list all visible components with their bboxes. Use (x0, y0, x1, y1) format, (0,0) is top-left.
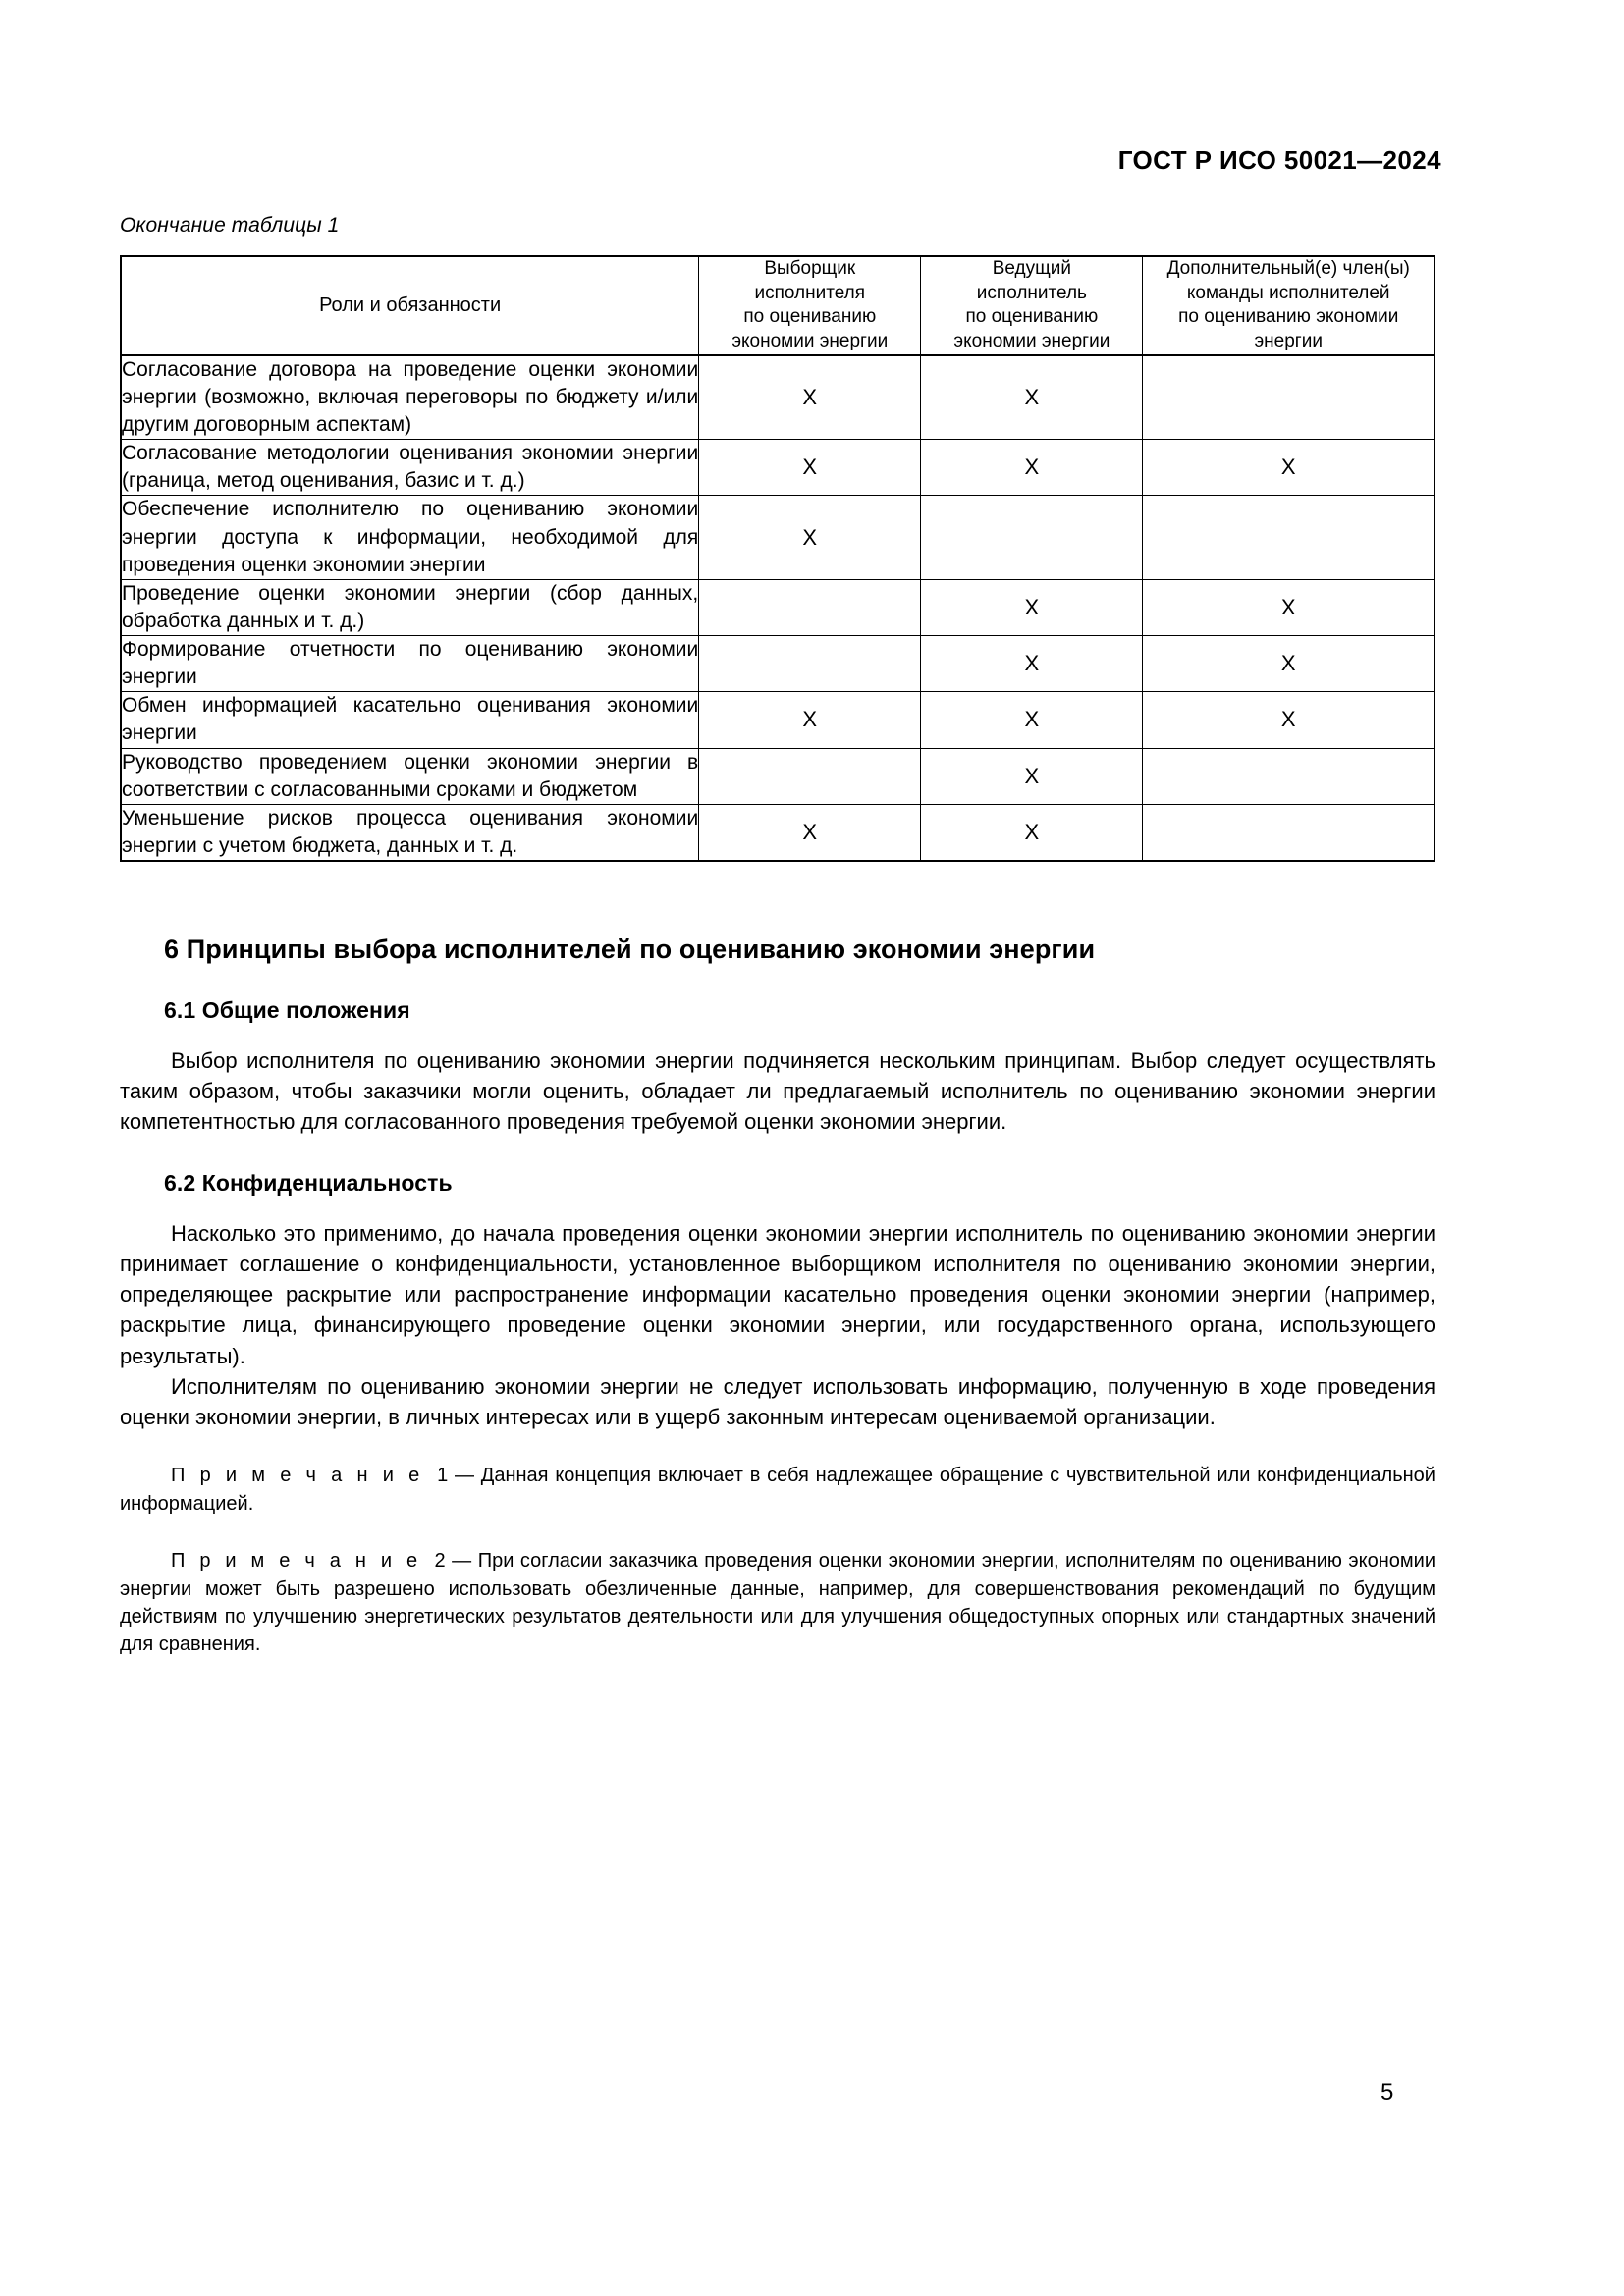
mark-lead: X (921, 579, 1143, 635)
mark-lead: X (921, 692, 1143, 748)
column-header-lead-line-3: по оцениванию (965, 306, 1099, 328)
note-2-text: — При согласии заказчика проведения оценки экономии энергии, исполнителям по оцениванию экономии энергии может быть разрешено использовать обезличенные данные, например, для совершенствования рекомендаций по будущим действиям по улучшению энергетических результатов деятельности или для улучшения общедоступных опорных или стандартных значений для сравнения. (120, 1550, 1435, 1656)
mark-extra (1143, 355, 1435, 440)
mark-extra (1143, 496, 1435, 579)
table-header (121, 256, 1435, 355)
subsection-heading-6-2: 6.2 Конфиденциальность (164, 1169, 453, 1196)
role-description: Формирование отчетности по оцениванию экономии энергии (121, 636, 699, 692)
role-description: Обеспечение исполнителю по оцениванию экономии энергии доступа к информации, необходимой для проведения оценки экономии энергии (121, 496, 699, 579)
mark-lead: X (921, 804, 1143, 861)
role-description: Проведение оценки экономии энергии (сбор данных, обработка данных и т. д.) (121, 579, 699, 635)
mark-selector: X (699, 355, 921, 440)
note-2-number: 2 (434, 1550, 446, 1573)
column-header-selector-line-2: исполнителя (754, 282, 866, 303)
paragraph-6-1: Выбор исполнителя по оцениванию экономии энергии подчиняется нескольким принципам. Выбор следует осуществлять таким образом, чтобы заказчики могли оценить, обладает ли предлагаемый исполнитель по оцениванию экономии энергии компетентностью для согласованного проведения требуемой оценки экономии энергии. (120, 1048, 1435, 1135)
mark-lead: X (921, 636, 1143, 692)
section-heading-6: 6 Принципы выбора исполнителей по оцениванию экономии энергии (164, 934, 1096, 964)
column-header-extra-line-4: энергии (1254, 331, 1323, 352)
table-row (121, 692, 1435, 748)
paragraph-6-2-1: Насколько это применимо, до начала проведения оценки экономии энергии исполнитель по оцениванию экономии энергии принимает соглашение о конфиденциальности, установленное выборщиком исполнителя по оцениванию экономии энергии, определяющее раскрытие или распространение информации касательно проведения оценки экономии энергии (например, раскрытие лица, финансирующего проведение оценки экономии энергии, или государственного органа, использующего результаты). (120, 1220, 1435, 1368)
mark-lead (921, 496, 1143, 579)
mark-selector: X (699, 692, 921, 748)
mark-extra (1143, 748, 1435, 804)
note-1-label: П р и м е ч а н и е (171, 1465, 424, 1487)
role-description: Согласование договора на проведение оценки экономии энергии (возможно, включая переговоры по бюджету и/или другим договорным аспектам) (121, 355, 699, 440)
role-description: Обмен информацией касательно оценивания экономии энергии (121, 692, 699, 748)
mark-extra: X (1143, 636, 1435, 692)
page-content (120, 214, 1435, 1659)
table-row (121, 804, 1435, 861)
mark-lead: X (921, 748, 1143, 804)
mark-lead: X (921, 355, 1143, 440)
table-body (121, 355, 1435, 861)
mark-selector (699, 579, 921, 635)
mark-selector (699, 748, 921, 804)
mark-selector: X (699, 440, 921, 496)
mark-selector: X (699, 804, 921, 861)
table-row (121, 636, 1435, 692)
column-header-lead-line-2: исполнитель (976, 282, 1087, 303)
mark-extra (1143, 804, 1435, 861)
column-header-extra-line-1: Дополнительный(е) член(ы) (1166, 258, 1410, 279)
column-header-extra-members (1143, 256, 1435, 355)
mark-selector (699, 636, 921, 692)
subsection-heading-6-1: 6.1 Общие положения (164, 997, 410, 1023)
table-header-row (121, 256, 1435, 355)
mark-selector: X (699, 496, 921, 579)
table-row (121, 355, 1435, 440)
mark-extra: X (1143, 440, 1435, 496)
table-row (121, 440, 1435, 496)
column-header-selector-line-4: экономии энергии (731, 331, 889, 352)
page-number: 5 (1380, 2079, 1394, 2106)
table-row (121, 579, 1435, 635)
note-2-label: П р и м е ч а н и е (171, 1550, 422, 1573)
roles-and-responsibilities-table (120, 255, 1435, 862)
note-1-text: — Данная концепция включает в себя надлежащее обращение с чувствительной или конфиденциальной информацией. (120, 1465, 1435, 1515)
note-2 (120, 1547, 1435, 1659)
column-header-lead-line-4: экономии энергии (953, 331, 1110, 352)
column-header-selector (699, 256, 921, 355)
mark-extra: X (1143, 579, 1435, 635)
column-header-selector-line-3: по оцениванию (743, 306, 877, 328)
table-row (121, 496, 1435, 579)
table-caption: Окончание таблицы 1 (120, 214, 340, 237)
column-header-role: Роли и обязанности (121, 256, 699, 355)
column-header-extra-line-3: по оцениванию экономии (1178, 306, 1399, 328)
role-description: Руководство проведением оценки экономии энергии в соответствии с согласованными сроками и бюджетом (121, 748, 699, 804)
table-row (121, 748, 1435, 804)
column-header-lead-line-1: Ведущий (992, 258, 1072, 279)
column-header-lead (921, 256, 1143, 355)
mark-extra: X (1143, 692, 1435, 748)
running-header: ГОСТ Р ИСО 50021—2024 (1117, 145, 1441, 175)
mark-lead: X (921, 440, 1143, 496)
role-description: Уменьшение рисков процесса оценивания экономии энергии с учетом бюджета, данных и т. д. (121, 804, 699, 861)
column-header-extra-line-2: команды исполнителей (1186, 282, 1390, 303)
note-1 (120, 1462, 1435, 1518)
paragraph-6-2-2: Исполнителям по оцениванию экономии энергии не следует использовать информацию, полученную в ходе проведения оценки экономии энергии, в личных интересах или в ущерб законным интересам оцениваемой организации. (120, 1373, 1435, 1430)
note-1-number: 1 (437, 1465, 449, 1487)
column-header-selector-line-1: Выборщик (764, 258, 856, 279)
role-description: Согласование методологии оценивания экономии энергии (граница, метод оценивания, базис и т. д.) (121, 440, 699, 496)
